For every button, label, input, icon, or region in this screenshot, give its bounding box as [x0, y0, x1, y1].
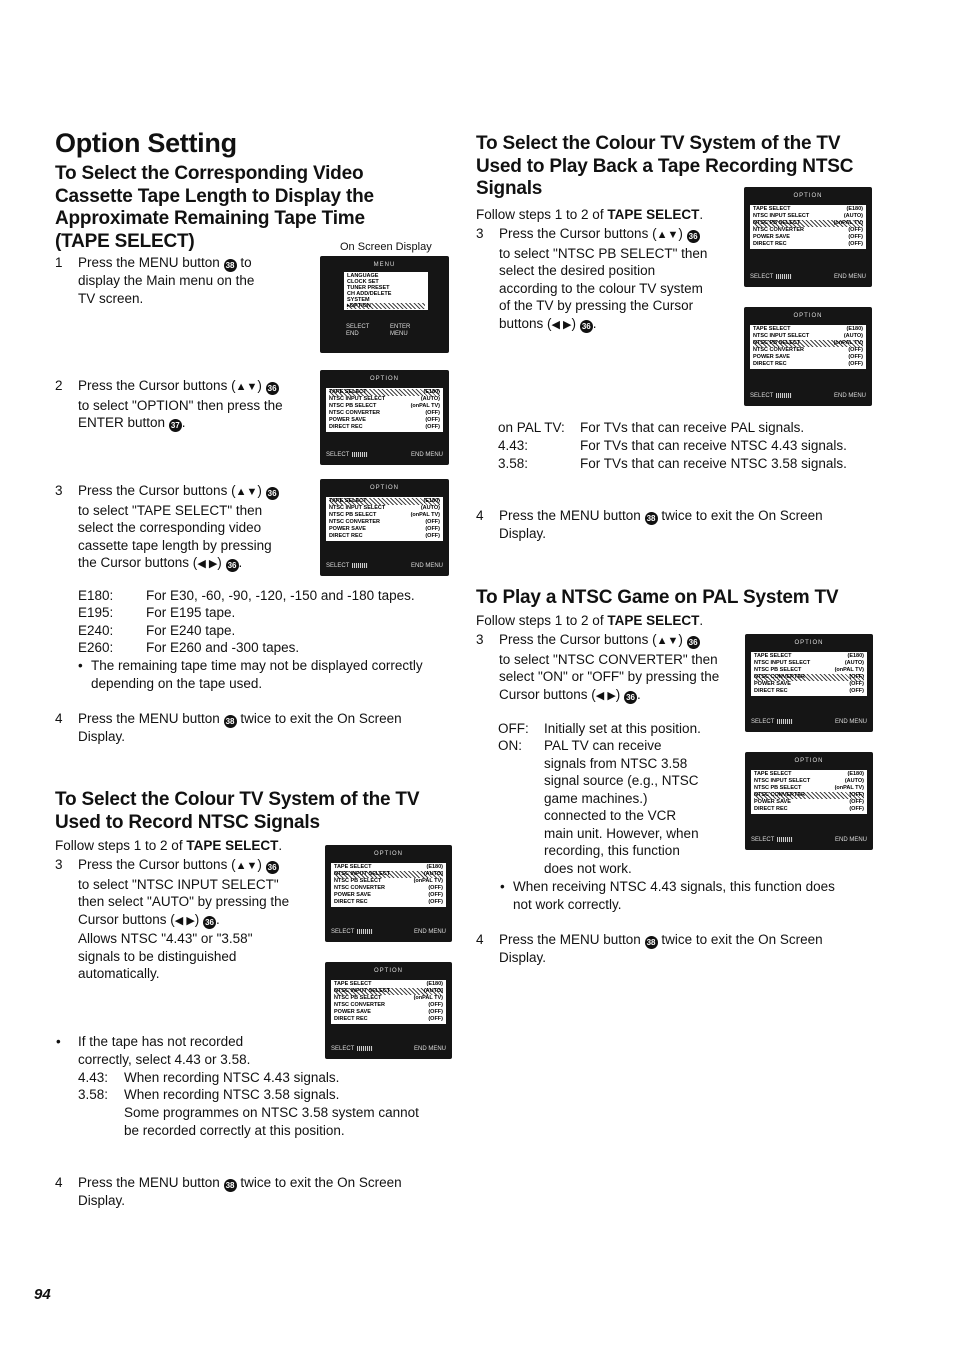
option-menu-list — [331, 863, 446, 907]
osd-footer: SELECT END MENU — [326, 562, 443, 569]
menu-button-icon: 38 — [645, 512, 658, 525]
option-menu-item: DIRECT REC (OFF) — [753, 241, 863, 247]
osd-footer: SELECT END MENU — [750, 392, 866, 399]
playback-ntsc-heading: To Select the Colour TV System of the TV Used to Play Back a Tape Recording NTSC Signals — [476, 133, 854, 199]
osd-option-menu — [325, 962, 452, 1059]
menu-button-icon: 38 — [224, 715, 237, 728]
osd-caption: On Screen Display — [340, 241, 432, 253]
option-menu-item: DIRECT REC (OFF) — [754, 806, 864, 812]
option-menu-item: POWER SAVE (OFF) — [334, 1009, 443, 1015]
osd-footer: SELECT END MENU — [331, 928, 446, 935]
option-menu-item: TAPE SELECT (E180) — [329, 498, 440, 504]
option-menu-item: TAPE SELECT (E180) — [754, 771, 864, 777]
record-follow: Follow steps 1 to 2 of TAPE SELECT. — [55, 838, 283, 853]
option-menu-list — [326, 388, 443, 432]
option-menu-item: NTSC INPUT SELECT (AUTO) — [334, 871, 443, 877]
osd-header: OPTION — [794, 640, 824, 646]
record-ntsc-heading: To Select the Colour TV System of the TV Used to Record NTSC Signals — [55, 789, 420, 833]
option-menu-item: POWER SAVE (OFF) — [334, 892, 443, 898]
option-menu-item: TAPE SELECT (E180) — [754, 653, 864, 659]
osd-header: OPTION — [373, 968, 403, 974]
cursor-button-icon: 36 — [687, 636, 700, 649]
option-menu-item: NTSC INPUT SELECT (AUTO) — [329, 396, 440, 402]
osd-option-menu — [744, 187, 872, 287]
osd-header: OPTION — [369, 376, 399, 382]
cursor-button-icon: 36 — [687, 230, 700, 243]
option-menu-item: TAPE SELECT (E180) — [334, 981, 443, 987]
osd-header: OPTION — [369, 485, 399, 491]
option-menu-item: NTSC PB SELECT (onPAL TV) — [753, 220, 863, 226]
option-menu-item: NTSC INPUT SELECT (AUTO) — [754, 660, 864, 666]
option-menu-item: DIRECT REC (OFF) — [329, 533, 440, 539]
menu-button-icon: 38 — [224, 1179, 237, 1192]
option-menu-item: DIRECT REC (OFF) — [334, 1016, 443, 1022]
osd-footer: SELECT END MENU — [331, 1045, 446, 1052]
option-menu-item: NTSC INPUT SELECT (AUTO) — [753, 213, 863, 219]
option-menu-list — [750, 205, 866, 249]
osd-header: OPTION — [793, 193, 823, 199]
option-menu-item: DIRECT REC (OFF) — [329, 424, 440, 430]
option-menu-item: TAPE SELECT (E180) — [753, 206, 863, 212]
cursor-button-icon: 36 — [203, 916, 216, 929]
option-menu-item: NTSC CONVERTER (OFF) — [754, 792, 864, 798]
option-menu-item: TAPE SELECT (E180) — [334, 864, 443, 870]
option-menu-list — [331, 980, 446, 1024]
option-menu-item: NTSC PB SELECT (onPAL TV) — [329, 512, 440, 518]
option-menu-list — [326, 497, 443, 541]
option-menu-item: NTSC PB SELECT (onPAL TV) — [754, 785, 864, 791]
option-menu-item: NTSC PB SELECT (onPAL TV) — [334, 878, 443, 884]
osd-footer: SELECT END MENU — [326, 451, 443, 458]
option-menu-item: NTSC PB SELECT (onPAL TV) — [329, 403, 440, 409]
game-follow: Follow steps 1 to 2 of TAPE SELECT. — [476, 613, 704, 628]
osd-footer: SELECT END MENU — [750, 273, 866, 280]
game-value-row: ON: PAL TV can receive signals from NTSC 3.58 signal source (e.g., NTSC game machines.) connected to the VCR main unit. However, when recording, this function does not work. — [498, 738, 699, 876]
option-menu-item: NTSC INPUT SELECT (AUTO) — [329, 505, 440, 511]
osd-header: OPTION — [793, 313, 823, 319]
option-menu-list — [750, 325, 866, 369]
option-menu-item: POWER SAVE (OFF) — [754, 681, 864, 687]
option-menu-item: TAPE SELECT (E180) — [753, 326, 863, 332]
osd-header: OPTION — [794, 758, 824, 764]
cursor-button-icon: 36 — [266, 861, 279, 874]
menu-button-icon: 38 — [224, 259, 237, 272]
page-number: 94 — [34, 1286, 51, 1303]
osd-main-menu: MENU LANGUAGE CLOCK SET TUNER PRESET CH ADD/DELETE SYSTEM ▸OPTION SELECT END ENTER MENU — [320, 256, 449, 353]
option-menu-item: POWER SAVE (OFF) — [753, 234, 863, 240]
option-menu-item: DIRECT REC (OFF) — [334, 899, 443, 905]
cursor-button-icon: 36 — [624, 691, 637, 704]
option-menu-item: NTSC CONVERTER (OFF) — [754, 674, 864, 680]
osd-option-menu — [325, 845, 452, 942]
enter-button-icon: 37 — [169, 419, 182, 432]
option-menu-item: TAPE SELECT (E180) — [329, 389, 440, 395]
option-menu-list — [751, 652, 867, 696]
osd-option-menu — [744, 307, 872, 406]
option-menu-item: POWER SAVE (OFF) — [329, 417, 440, 423]
tape-select-heading: To Select the Corresponding Video Cassette Tape Length to Display the Approximate Remaining Tape Time (TAPE SELECT) — [55, 163, 374, 252]
osd-footer: SELECT END MENU — [751, 718, 867, 725]
option-menu-item: NTSC CONVERTER (OFF) — [753, 227, 863, 233]
option-menu-item: NTSC CONVERTER (OFF) — [329, 519, 440, 525]
osd-option-menu — [745, 634, 873, 732]
osd-header: OPTION — [373, 851, 403, 857]
option-menu-item: NTSC CONVERTER (OFF) — [334, 885, 443, 891]
osd-footer: SELECT END MENU — [751, 836, 867, 843]
osd-option-menu — [320, 370, 449, 465]
playback-follow: Follow steps 1 to 2 of TAPE SELECT. — [476, 207, 704, 222]
option-menu-list — [751, 770, 867, 814]
osd-option-menu — [320, 479, 449, 576]
page-title: Option Setting — [55, 128, 237, 158]
option-menu-item: POWER SAVE (OFF) — [754, 799, 864, 805]
record-extra: Some programmes on NTSC 3.58 system cannot be recorded correctly at this position. — [124, 1105, 419, 1138]
option-menu-item: NTSC PB SELECT (onPAL TV) — [754, 667, 864, 673]
cursor-button-icon: 36 — [266, 487, 279, 500]
cursor-button-icon: 36 — [266, 382, 279, 395]
menu-button-icon: 38 — [645, 936, 658, 949]
option-menu-item: NTSC INPUT SELECT (AUTO) — [754, 778, 864, 784]
main-menu-list: LANGUAGE CLOCK SET TUNER PRESET CH ADD/DELETE SYSTEM ▸OPTION — [344, 272, 428, 310]
option-menu-item: NTSC CONVERTER (OFF) — [334, 1002, 443, 1008]
option-menu-item: NTSC PB SELECT (onPAL TV) — [334, 995, 443, 1001]
cursor-button-icon: 36 — [226, 559, 239, 572]
option-menu-item: NTSC INPUT SELECT (AUTO) — [334, 988, 443, 994]
option-menu-item: DIRECT REC (OFF) — [753, 361, 863, 367]
option-menu-item: POWER SAVE (OFF) — [329, 526, 440, 532]
option-menu-item: NTSC CONVERTER (OFF) — [753, 347, 863, 353]
cursor-button-icon: 36 — [580, 320, 593, 333]
osd-option-menu — [745, 752, 873, 850]
option-menu-item: DIRECT REC (OFF) — [754, 688, 864, 694]
option-menu-item: NTSC PB SELECT (onPAL TV) — [753, 340, 863, 346]
option-menu-item: NTSC INPUT SELECT (AUTO) — [753, 333, 863, 339]
option-menu-item: POWER SAVE (OFF) — [753, 354, 863, 360]
ntsc-game-heading: To Play a NTSC Game on PAL System TV — [476, 587, 839, 608]
option-menu-item: NTSC CONVERTER (OFF) — [329, 410, 440, 416]
